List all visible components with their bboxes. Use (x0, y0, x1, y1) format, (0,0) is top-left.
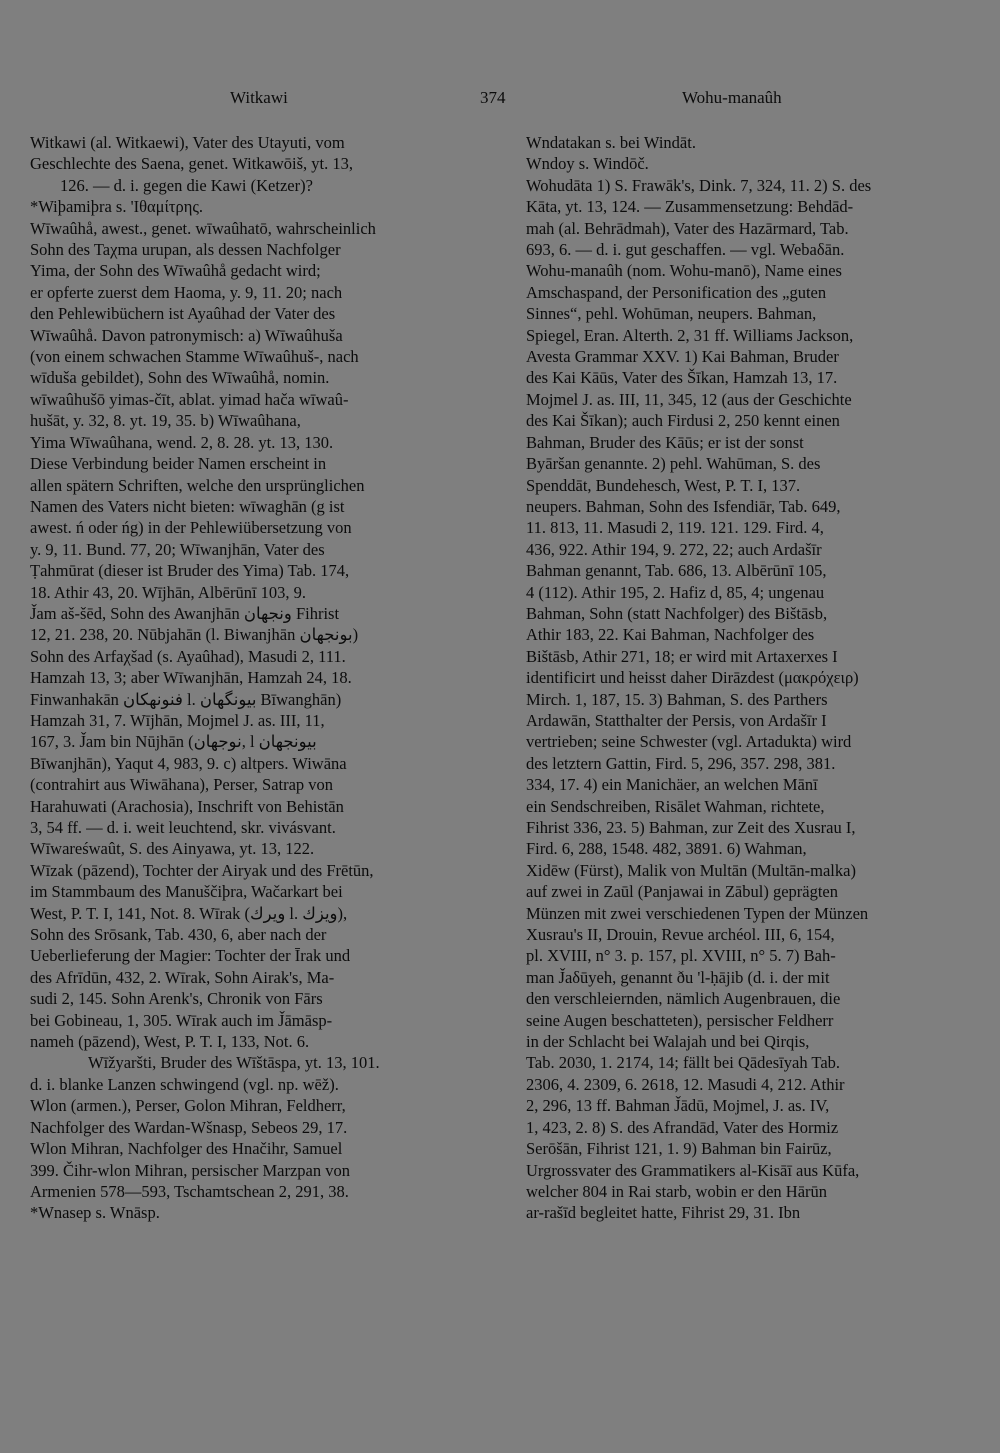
text-line: Xusrau's II, Drouin, Revue archéol. III, 6, 154, (526, 925, 835, 945)
text-line: Sinnes“, pehl. Wohūman, neupers. Bahman, (526, 304, 817, 324)
text-line: Wīwaûhå, awest., genet. wīwaûhatō, wahrscheinlich (30, 218, 376, 238)
text-line: Wndatakan s. bei Windāt. (526, 133, 696, 152)
text-line: Fird. 6, 288, 1548. 482, 3891. 6) Wahman, (526, 839, 807, 859)
text-line: er opferte zuerst dem Haoma, y. 9, 11. 20; nach (30, 282, 343, 302)
header-left-term: Witkawi (230, 88, 288, 107)
text-line: des Afrīdūn, 432, 2. Wīrak, Sohn Airak's, Ma- (30, 967, 335, 987)
text-line: Münzen mit zwei verschiedenen Typen der Münzen (526, 903, 869, 923)
text-line: *Wiþamiþra s. 'Ιθαμίτρης. (30, 197, 204, 217)
text-line: 2, 296, 13 ff. Bahman J̌ādū, Mojmel, J. as. IV, (526, 1096, 830, 1116)
text-line: Tab. 2030, 1. 2174, 14; fällt bei Qādesīyah Tab. (526, 1053, 841, 1073)
text-line: 1, 423, 2. 8) S. des Afrandād, Vater des Hormiz (526, 1117, 839, 1137)
text-line: Hamzah 13, 3; aber Wīwanjhān, Hamzah 24, 18. (30, 668, 352, 688)
text-line: Hamzah 31, 7. Wījhān, Mojmel J. as. III, 11, (30, 710, 325, 730)
text-line: Ardawān, Statthalter der Persis, von Ardašīr I (526, 710, 827, 730)
text-line: im Stammbaum des Manuščiþra, Wačarkart bei (30, 882, 343, 902)
text-line: Wīžyaršti, Bruder des Wīštāspa, yt. 13, 101. (88, 1053, 380, 1073)
text-line: Spenddāt, Bundehesch, West, P. T. I, 137. (526, 475, 801, 495)
text-line: Sohn des Arfaχšad (s. Ayaûhad), Masudi 2, 111. (30, 646, 346, 666)
text-line: Namen des Vaters nicht bieten: wīwaghān (g ist (30, 496, 345, 516)
text-line: Fihrist 336, 23. 5) Bahman, zur Zeit des Xusrau I, (526, 818, 856, 837)
text-line: neupers. Bahman, Sohn des Isfendiār, Tab. 649, (526, 496, 841, 516)
text-line: Bahman, Bruder des Kāūs; er ist der sonst (526, 432, 804, 452)
text-line: Witkawi (al. Witkaewi), Vater des Utayuti, vom (30, 133, 345, 152)
text-line: des letztern Gattin, Fird. 5, 296, 357. 298, 381. (526, 753, 836, 773)
text-line: Bīwanjhān), Yaqut 4, 983, 9. c) altpers. Wiwāna (30, 753, 347, 773)
text-line: Wīwareśwaût, S. des Ainyawa, yt. 13, 122. (30, 839, 315, 859)
left-column (30, 132, 480, 1224)
text-line: man J̌aδūyeh, genannt ðu 'l-ḥājib (d. i. der mit (526, 967, 830, 987)
text-line: wīwaûhušō yimas-čīt, ablat. yimad hača wīwaû- (30, 389, 349, 409)
text-line: Ueberlieferung der Magier: Tochter der Īrak und (30, 946, 351, 966)
text-line: des Kai Šīkan); auch Firdusi 2, 250 kennt einen (526, 411, 840, 431)
text-line: Finwanhakān فنونهكان l. بيونگهان Bīwanghān) (30, 689, 342, 709)
text-line: 4 (112). Athir 195, 2. Hafiz d, 85, 4; ungenau (526, 582, 825, 602)
text-line: Xidēw (Fürst), Malik von Multān (Multān-malka) (526, 860, 856, 880)
text-line: Spiegel, Eran. Alterth. 2, 31 ff. Williams Jackson, (526, 325, 854, 345)
text-line: bei Gobineau, 1, 305. Wīrak auch im J̌āmāsp- (30, 1010, 333, 1030)
text-line: Ṭahmūrat (dieser ist Bruder des Yima) Tab. 174, (30, 561, 350, 581)
text-line: pl. XVIII, n° 3. p. 157, pl. XVIII, n° 5. 7) Bah- (526, 946, 836, 966)
text-line: welcher 804 in Rai starb, wobin er den Hārūn (526, 1181, 828, 1201)
right-column (526, 132, 966, 1224)
text-line: 12, 21. 238, 20. Nūbjahān (l. Biwanjhān بونجهان) (30, 625, 359, 645)
text-line: Kāta, yt. 13, 124. — Zusammensetzung: Behdād- (526, 197, 854, 217)
text-line: Diese Verbindung beider Namen erscheint in (30, 454, 327, 474)
text-line: ar-rašīd begleitet hatte, Fihrist 29, 31. Ibn (526, 1203, 801, 1223)
text-line: 399. Čihr-wlon Mihran, persischer Marzpan von (30, 1160, 350, 1180)
text-line: auf zwei in Zaūl (Panjawai in Zābul) geprägten (526, 882, 839, 902)
text-line: Wndoy s. Windōč. (526, 154, 649, 174)
text-line: Harahuwati (Arachosia), Inschrift von Behistān (30, 796, 344, 816)
text-line: Geschlechte des Saena, genet. Witkawōiš, yt. 13, (30, 154, 353, 174)
text-line: des Kai Kāūs, Vater des Šīkan, Hamzah 13, 17. (526, 368, 838, 388)
text-line: ein Sendschreiben, Risālet Wahman, richtete, (526, 796, 825, 816)
text-line: 11. 813, 11. Masudi 2, 119. 121. 129. Fird. 4, (526, 518, 824, 538)
text-line: (contrahirt aus Wiwāhana), Perser, Satrap von (30, 775, 334, 795)
text-line: (von einem schwachen Stamme Wīwaûhuš-, nach (30, 347, 359, 367)
text-line: Wlon Mihran, Nachfolger des Hnačihr, Samuel (30, 1139, 343, 1159)
text-line: allen spätern Schriften, welche den ursprünglichen (30, 475, 365, 495)
text-line: 167, 3. J̌am bin Nūjhān (نوجهان, l بيونجهان (30, 732, 317, 752)
text-line: Bahman genannt, Tab. 686, 13. Albērūnī 105, (526, 561, 827, 581)
text-line: Byāršan genannte. 2) pehl. Wahūman, S. des (526, 454, 821, 474)
text-line: Avesta Grammar XXV. 1) Kai Bahman, Bruder (526, 347, 839, 367)
text-line: J̌am aš-šēd, Sohn des Awanjhān ونجهان Fihrist (30, 603, 340, 623)
page-number: 374 (480, 88, 506, 107)
text-line: 334, 17. 4) ein Manichäer, an welchen Mānī (526, 775, 818, 795)
text-line: 18. Athir 43, 20. Wījhān, Albērūnī 103, 9. (30, 582, 307, 602)
text-line: Serōšān, Fihrist 121, 1. 9) Bahman bin Fairūz, (526, 1139, 832, 1159)
page-header (0, 88, 1000, 118)
text-line: mah (al. Behrādmah), Vater des Hazārmard, Tab. (526, 218, 849, 238)
text-line: Amschaspand, der Personification des „guten (526, 282, 827, 302)
text-line: awest. ń oder ńg) in der Pehlewiübersetzung von (30, 518, 352, 538)
text-line: seine Augen beschatteten), persischer Feldherr (526, 1010, 834, 1030)
text-line: Armenien 578—593, Tschamtschean 2, 291, 38. (30, 1181, 349, 1201)
text-line: Sohn des Taχma urupan, als dessen Nachfolger (30, 240, 341, 260)
text-line: y. 9, 11. Bund. 77, 20; Wīwanjhān, Vater des (30, 539, 325, 559)
text-line: Wohudāta 1) S. Frawāk's, Dink. 7, 324, 11. 2) S. des (526, 175, 872, 195)
text-line: 3, 54 ff. — d. i. weit leuchtend, skr. vivásvant. (30, 818, 336, 837)
text-line: Yima Wīwaûhana, wend. 2, 8. 28. yt. 13, 130. (30, 432, 334, 452)
text-line: Wīwaûhå. Davon patronymisch: a) Wīwaûhuša (30, 325, 343, 345)
text-line: Mojmel J. as. III, 11, 345, 12 (aus der Geschichte (526, 389, 852, 409)
text-line: Wlon (armen.), Perser, Golon Mihran, Feldherr, (30, 1096, 346, 1116)
text-line: Bištāsb, Athir 271, 18; er wird mit Artaxerxes I (526, 646, 838, 666)
text-line: in der Schlacht bei Walajah und bei Qirqis, (526, 1032, 810, 1052)
text-line: Athir 183, 22. Kai Bahman, Nachfolger des (526, 625, 815, 645)
text-line: Urgrossvater des Grammatikers al-Kisāī aus Kūfa, (526, 1160, 860, 1180)
text-line: Nachfolger des Wardan-Wšnasp, Sebeos 29, 17. (30, 1117, 348, 1137)
text-line: 693, 6. — d. i. gut geschaffen. — vgl. Webaδān. (526, 240, 845, 260)
header-right-term: Wohu-manaûh (682, 88, 782, 107)
text-line: d. i. blanke Lanzen schwingend (vgl. np. wēž). (30, 1074, 339, 1094)
text-line: 436, 922. Athir 194, 9. 272, 22; auch Ardašīr (526, 539, 822, 559)
text-line: 126. — d. i. gegen die Kawi (Ketzer)? (60, 175, 313, 195)
text-line: vertrieben; seine Schwester (vgl. Artadukta) wird (526, 732, 852, 752)
text-line: Sohn des Srōsank, Tab. 430, 6, aber nach der (30, 925, 327, 945)
text-line: West, P. T. I, 141, Not. 8. Wīrak (ويرك l. ويزك), (30, 903, 348, 923)
text-line: Bahman, Sohn (statt Nachfolger) des Bištāsb, (526, 603, 828, 623)
text-line: den verschleiernden, nämlich Augenbrauen, die (526, 989, 841, 1009)
text-line: wīduša gebildet), Sohn des Wīwaûhå, nomin. (30, 368, 330, 388)
text-line: den Pehlewibüchern ist Ayaûhad der Vater des (30, 304, 336, 324)
text-line: Mirch. 1, 187, 15. 3) Bahman, S. des Parthers (526, 689, 828, 709)
text-line: *Wnasep s. Wnāsp. (30, 1203, 160, 1223)
text-line: Wīzak (pāzend), Tochter der Airyak und des Frētūn, (30, 860, 374, 880)
text-line: Yima, der Sohn des Wīwaûhå gedacht wird; (30, 261, 321, 281)
text-line: identificirt und heisst daher Dirāzdest (μακρόχειρ) (526, 668, 859, 688)
text-line: Wohu-manaûh (nom. Wohu-manō), Name eines (526, 261, 842, 281)
text-line: 2306, 4. 2309, 6. 2618, 12. Masudi 4, 212. Athir (526, 1074, 845, 1094)
text-line: nameh (pāzend), West, P. T. I, 133, Not. 6. (30, 1032, 310, 1052)
text-line: sudi 2, 145. Sohn Arenk's, Chronik von Fārs (30, 989, 323, 1009)
text-line: hušāt, y. 32, 8. yt. 19, 35. b) Wīwaûhana, (30, 411, 301, 431)
